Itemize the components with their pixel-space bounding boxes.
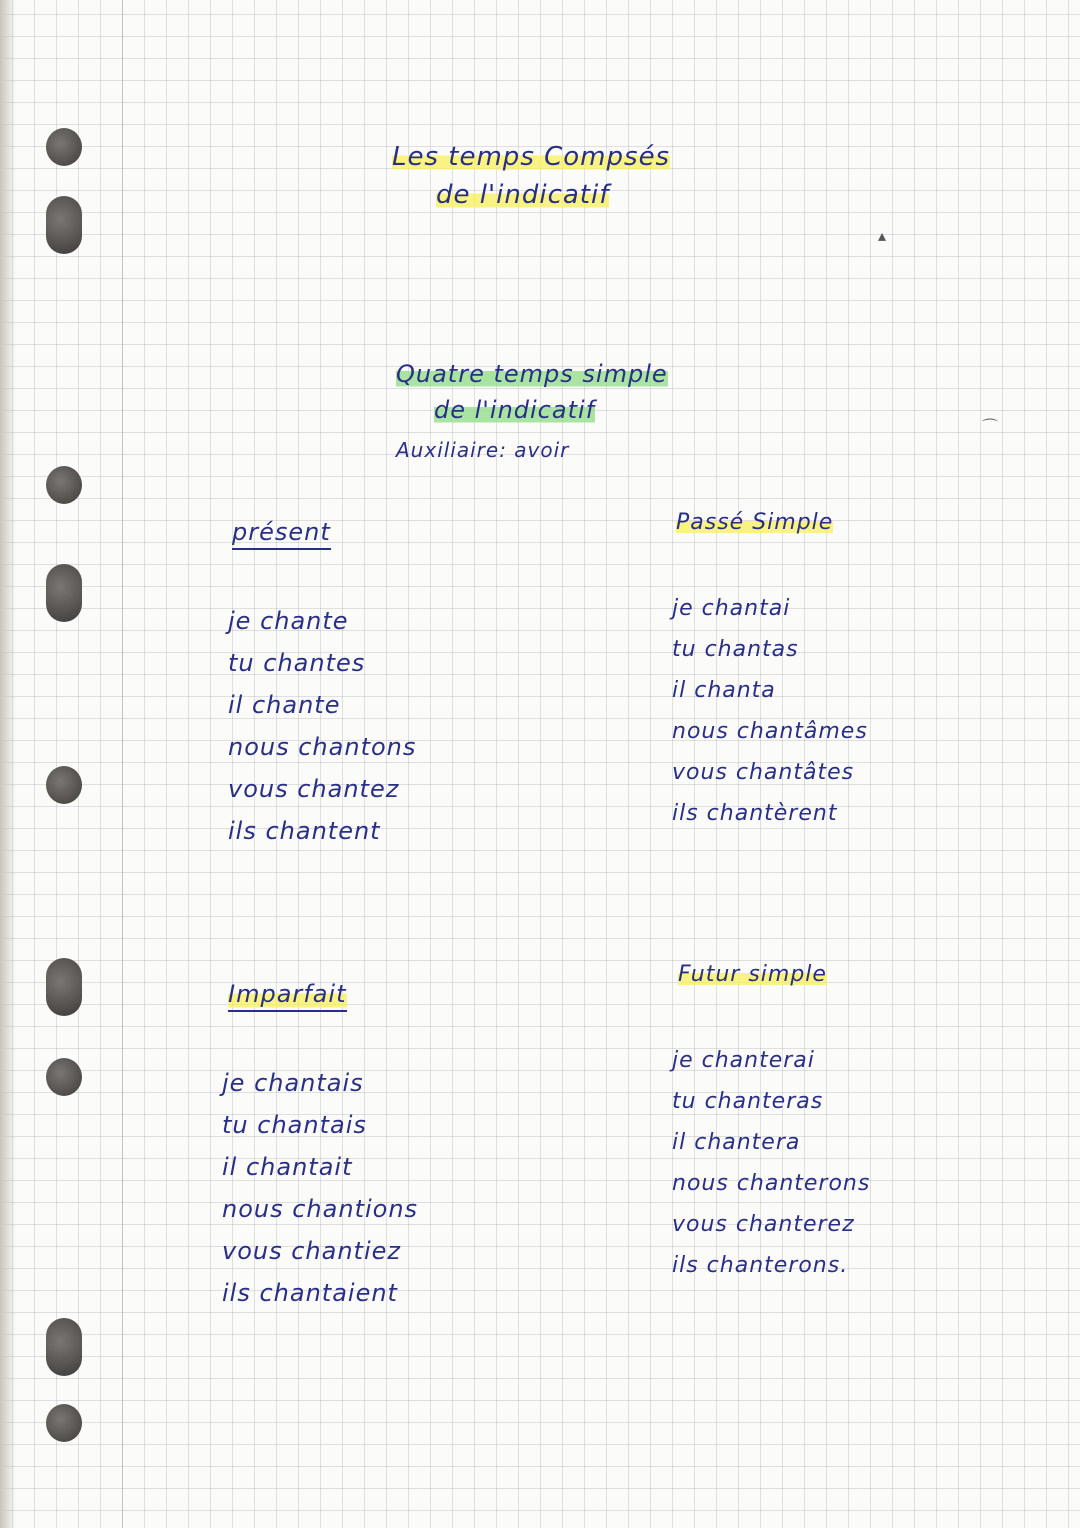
conjugation-line: tu chanteras bbox=[672, 1089, 824, 1114]
binder-hole bbox=[46, 1318, 82, 1376]
conjugation-line: vous chantâtes bbox=[672, 760, 855, 785]
binder-hole bbox=[46, 128, 82, 166]
conjugation-line: ils chantent bbox=[228, 817, 381, 845]
subtitle-line-1: Quatre temps simple bbox=[396, 360, 668, 388]
imparfait-title: Imparfait bbox=[228, 980, 347, 1012]
binder-hole bbox=[46, 466, 82, 504]
conjugation-line: nous chanterons bbox=[672, 1171, 871, 1196]
conjugation-line: tu chantas bbox=[672, 637, 799, 662]
conjugation-line: ils chantèrent bbox=[672, 801, 838, 826]
passe-simple-conjugation bbox=[672, 588, 868, 834]
conjugation-line: je chantai bbox=[672, 596, 791, 621]
conjugation-line: il chantera bbox=[672, 1130, 801, 1155]
binder-hole bbox=[46, 196, 82, 254]
futur-simple-conjugation bbox=[672, 1040, 870, 1286]
conjugation-line: tu chantais bbox=[222, 1111, 367, 1139]
conjugation-line: il chante bbox=[228, 691, 341, 719]
pen-mark-icon: ⌒ bbox=[982, 417, 999, 436]
conjugation-line: ils chanterons. bbox=[672, 1253, 849, 1278]
title-line-2: de l'indicatif bbox=[436, 180, 610, 210]
binder-hole bbox=[46, 958, 82, 1016]
conjugation-line: tu chantes bbox=[228, 649, 366, 677]
conjugation-line: je chanterai bbox=[672, 1048, 815, 1073]
conjugation-line: il chanta bbox=[672, 678, 776, 703]
imparfait-conjugation bbox=[222, 1062, 418, 1314]
passe-simple-title: Passé Simple bbox=[676, 510, 834, 535]
title-line-1: Les temps Compsés bbox=[392, 142, 671, 172]
conjugation-line: vous chanterez bbox=[672, 1212, 855, 1237]
conjugation-line: je chante bbox=[228, 607, 349, 635]
binder-hole bbox=[46, 1404, 82, 1442]
binder-hole bbox=[46, 766, 82, 804]
page-title bbox=[392, 138, 670, 214]
binder-hole bbox=[46, 1058, 82, 1096]
pen-mark-icon: ▴ bbox=[878, 226, 887, 245]
subtitle-block bbox=[396, 356, 668, 428]
margin-line bbox=[122, 0, 123, 1528]
conjugation-line: nous chantons bbox=[228, 733, 417, 761]
conjugation-line: vous chantez bbox=[228, 775, 400, 803]
present-title: présent bbox=[232, 518, 331, 550]
conjugation-line: nous chantions bbox=[222, 1195, 419, 1223]
subtitle-line-2: de l'indicatif bbox=[434, 396, 596, 424]
present-conjugation bbox=[228, 600, 416, 852]
page-edge-shadow bbox=[0, 0, 16, 1528]
conjugation-line: vous chantiez bbox=[222, 1237, 401, 1265]
conjugation-line: je chantais bbox=[222, 1069, 364, 1097]
conjugation-line: ils chantaient bbox=[222, 1279, 398, 1307]
conjugation-line: il chantait bbox=[222, 1153, 353, 1181]
conjugation-line: nous chantâmes bbox=[672, 719, 868, 744]
auxiliary-note: Auxiliaire: avoir bbox=[396, 438, 570, 462]
futur-simple-title: Futur simple bbox=[678, 962, 827, 987]
binder-hole bbox=[46, 564, 82, 622]
